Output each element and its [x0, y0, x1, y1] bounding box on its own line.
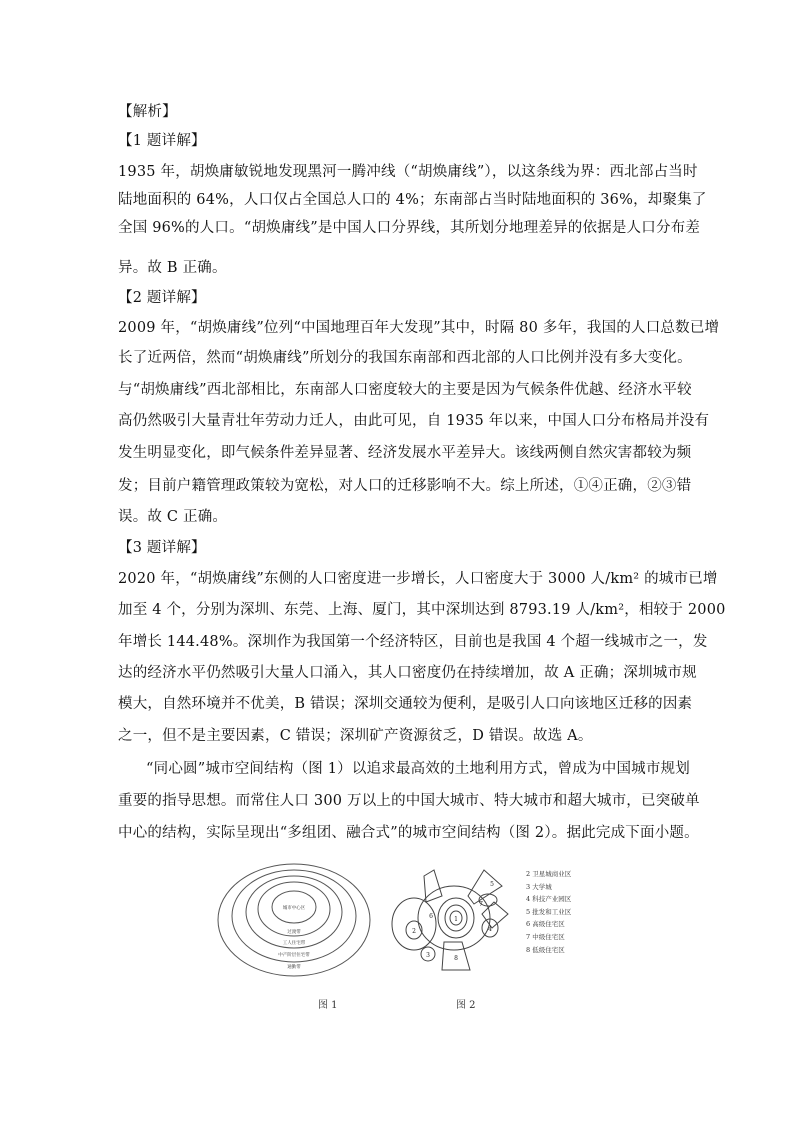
q1-title: 【1 题详解】: [118, 133, 206, 149]
q3-line: 达的经济水平仍然吸引大量人口涌入，其人口密度仍在持续增加，故 A 正确；深圳城市规: [118, 665, 697, 681]
zone-number: 8: [454, 955, 458, 962]
zone-number: 4: [488, 926, 492, 933]
q3-line: 加至 4 个，分别为深圳、东莞、上海、厦门，其中深圳达到 8793.19 人/km²，相较于 2000: [118, 602, 726, 618]
q3-line: 之一，但不是主要因素，C 错误；深圳矿产资源贫乏，D 错误。故选 A。: [118, 728, 593, 744]
legend-item: 4 科技产业园区: [526, 895, 572, 904]
zone-number: 1: [454, 916, 458, 923]
intro-line: 重要的指导思想。而常住人口 300 万以上的中国大城市、特大城市和超大城市，已突破单: [118, 793, 700, 809]
zone-number: 7: [479, 901, 483, 908]
legend-item: 8 低级住宅区: [526, 945, 565, 954]
figure2-caption: 图 2: [456, 1000, 476, 1011]
q2-line: 发生明显变化，即气候条件差异显著、经济发展水平差异大。该线两侧自然灾害都较为频: [118, 445, 692, 461]
q1-line: 陆地面积的 64%，人口仅占全国总人口的 4%；东南部占当时陆地面积的 36%，却聚集了: [118, 192, 707, 208]
zone-number: 6: [429, 913, 433, 920]
q2-line: 高仍然吸引大量青壮年劳动力迁人，由此可见，自 1935 年以来，中国人口分布格局并没有: [118, 413, 710, 429]
ring-label-center: 城市中心区: [282, 906, 306, 911]
figure2-legend: [526, 868, 571, 956]
q2-line: 误。故 C 正确。: [118, 509, 228, 525]
q2-line: 长了近两倍，然而“胡焕庸线”所划分的我国东南部和西北部的人口比例并没有多大变化。: [118, 350, 692, 366]
figure1-caption: 图 1: [318, 1000, 338, 1011]
q3-line: 2020 年，“胡焕庸线”东侧的人口密度进一步增长，人口密度大于 3000 人/km² 的城市已增: [118, 571, 718, 587]
q1-line: 异。故 B 正确。: [118, 260, 227, 276]
legend-item: 6 高级住宅区: [526, 920, 565, 929]
q3-line: 年增长 144.48%。深圳作为我国第一个经济特区，目前也是我国 4 个超一线城市之一，发: [118, 634, 708, 650]
q2-line: 2009 年，“胡焕庸线”位列“中国地理百年大发现”其中，时隔 80 多年，我国的人口总数已增: [118, 320, 720, 336]
legend-item: 3 大学城: [526, 882, 552, 891]
figure1-concentric-diagram: [216, 862, 376, 992]
q3-line: 模大，自然环境并不优美，B 错误；深圳交通较为便利，是吸引人口向该地区迁移的因素: [118, 696, 693, 712]
intro-line: 中心的结构，实际呈现出“多组团、融合式”的城市空间结构（图 2）。据此完成下面小题。: [118, 825, 699, 841]
q3-title: 【3 题详解】: [118, 540, 206, 556]
ring-label-transition: 过渡带: [287, 930, 301, 935]
intro-line: “同心圆”城市空间结构（图 1）以追求最高效的土地利用方式，曾成为中国城市规划: [146, 761, 690, 777]
analysis-header: 【解析】: [118, 104, 177, 120]
ring-label-worker: 工人住宅带: [282, 941, 306, 946]
ring-label-middle: 中产阶层住宅带: [278, 953, 310, 958]
q2-title: 【2 题详解】: [118, 290, 206, 306]
legend-item: 2 卫星城商业区: [526, 870, 572, 878]
zone-number: 5: [490, 881, 494, 888]
zone-number: 3: [426, 952, 430, 959]
q1-line: 全国 96%的人口。“胡焕庸线”是中国人口分界线，其所划分地理差异的依据是人口分布差: [118, 220, 701, 236]
zone-number: 2: [412, 928, 416, 935]
ring-label-commuter: 通勤带: [287, 965, 301, 970]
legend-item: 7 中级住宅区: [526, 932, 565, 941]
figure2-multicluster-diagram: [384, 856, 524, 986]
q2-line: 发；目前户籍管理政策较为宽松，对人口的迁移影响不大。综上所述，①④正确，②③错: [118, 478, 692, 494]
legend-item: 5 批发和工业区: [526, 907, 572, 916]
q1-line: 1935 年，胡焕庸敏锐地发现黑河一腾冲线（“胡焕庸线”），以这条线为界：西北部占当时: [118, 164, 698, 180]
q2-line: 与“胡焕庸线”西北部相比，东南部人口密度较大的主要是因为气候条件优越、经济水平较: [118, 382, 692, 398]
